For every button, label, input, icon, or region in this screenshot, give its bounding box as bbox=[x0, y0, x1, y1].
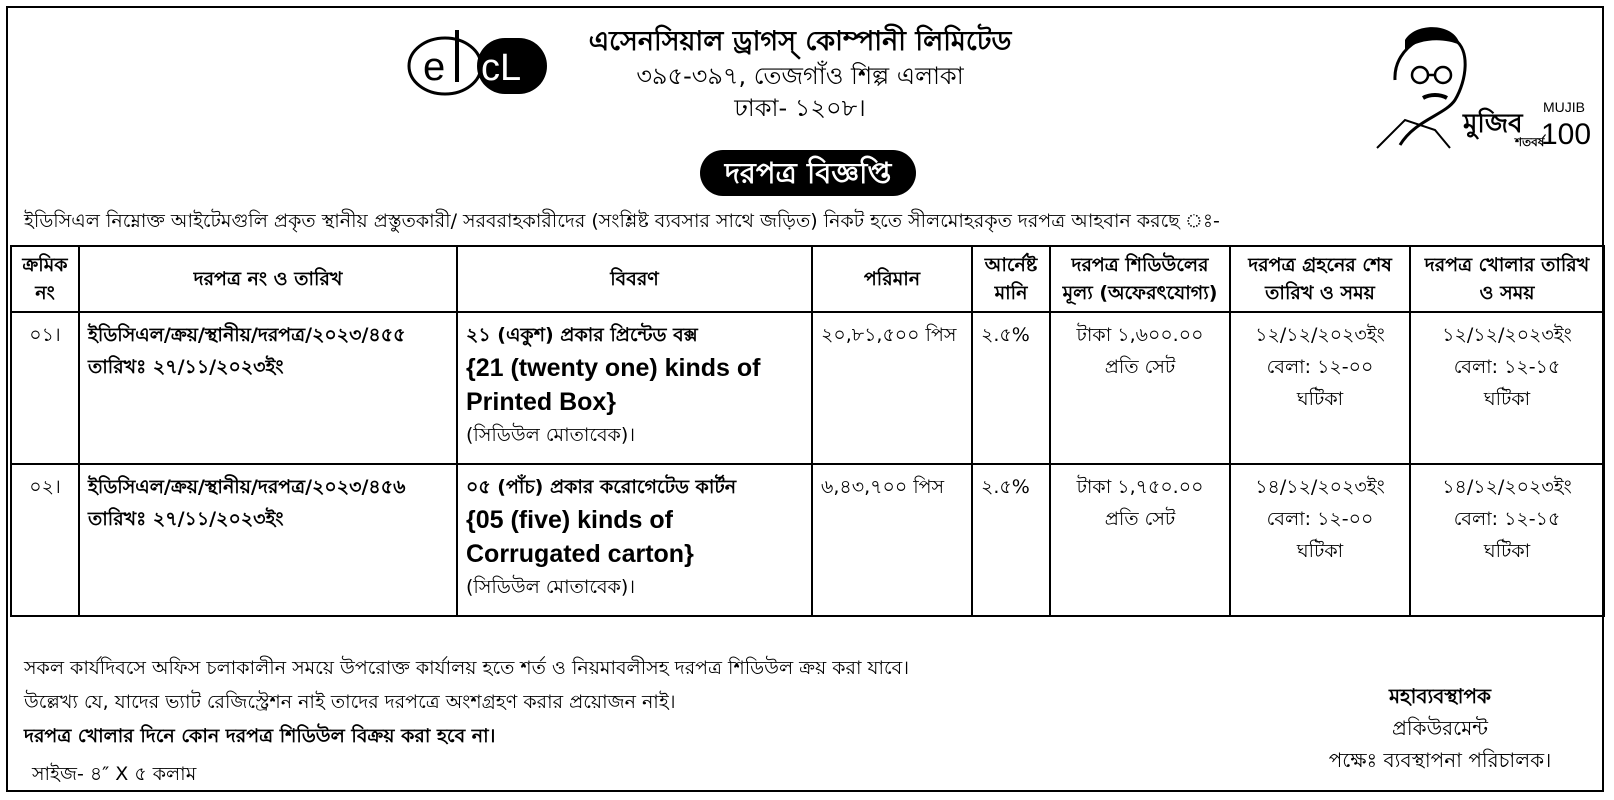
notice-title: দরপত্র বিজ্ঞপ্তি bbox=[700, 150, 916, 196]
description-bn: ০৫ (পাঁচ) প্রকার করোগেটেড কার্টন bbox=[466, 476, 737, 498]
row-deadline-cell bbox=[1230, 464, 1410, 616]
row-serial: ০১। bbox=[11, 312, 79, 464]
deadline-time: বেলা: ১২-০০ bbox=[1266, 356, 1374, 378]
address-line-1: ৩৯৫-৩৯৭, তেজগাঁও শিল্প এলাকা bbox=[636, 62, 964, 90]
deadline-time: বেলা: ১২-০০ bbox=[1266, 508, 1374, 530]
tender-table bbox=[10, 245, 1605, 617]
row-deadline-cell bbox=[1230, 312, 1410, 464]
signature-dept: প্রকিউরমেন্ট bbox=[1391, 716, 1489, 740]
row-opening-cell bbox=[1410, 312, 1604, 464]
row-price-cell bbox=[1050, 464, 1230, 616]
mujib-logo-en: MUJIB bbox=[1543, 99, 1585, 115]
mujib-logo-num: 100 bbox=[1541, 118, 1592, 151]
opening-unit: ঘটিকা bbox=[1483, 388, 1531, 410]
tender-number: ইডিসিএল/ক্রয়/স্থানীয়/দরপত্র/২০২৩/৪৫৬ bbox=[88, 476, 406, 498]
note-purchase: সকল কার্যদিবসে অফিস চলাকালীন সময়ে উপরোক্ত কার্যালয় হতে শর্ত ও নিয়মাবলীসহ দরপত্র শিডিউল ক্রয় করা যাবে। bbox=[24, 657, 910, 679]
mujib-logo-sub: শতবর্ষ bbox=[1515, 135, 1545, 149]
opening-date: ১৪/১২/২০২৩ইং bbox=[1442, 476, 1572, 498]
row-serial: ০২। bbox=[11, 464, 79, 616]
signature-title: মহাব্যবস্থাপক bbox=[1388, 684, 1492, 708]
company-name: এসেনসিয়াল ড্রাগস্ কোম্পানী লিমিটেড bbox=[588, 26, 1012, 57]
deadline-unit: ঘটিকা bbox=[1296, 540, 1344, 562]
opening-time: বেলা: ১২-১৫ bbox=[1453, 508, 1561, 530]
row-opening-cell bbox=[1410, 464, 1604, 616]
signature-on-behalf: পক্ষেঃ ব্যবস্থাপনা পরিচালক। bbox=[1328, 748, 1552, 772]
mujib-100-logo bbox=[1375, 20, 1592, 151]
header-deadline: দরপত্র গ্রহনের শেষ তারিখ ও সময় bbox=[1230, 246, 1410, 312]
signature-block bbox=[1290, 680, 1590, 776]
header-schedule-price: দরপত্র শিডিউলের মূল্য (অফেরৎযোগ্য) bbox=[1050, 246, 1230, 312]
row-tender-cell bbox=[79, 464, 457, 616]
description-note: (সিডিউল মোতাবেক)। bbox=[466, 576, 636, 598]
description-note: (সিডিউল মোতাবেক)। bbox=[466, 424, 636, 446]
table-row bbox=[11, 312, 1604, 464]
header-earnest: আর্নেষ্ট মানি bbox=[972, 246, 1050, 312]
table-header-row bbox=[11, 246, 1604, 312]
header-tender-no: দরপত্র নং ও তারিখ bbox=[79, 246, 457, 312]
notes-section bbox=[24, 654, 909, 756]
tender-number: ইডিসিএল/ক্রয়/স্থানীয়/দরপত্র/২০২৩/৪৫৫ bbox=[88, 324, 406, 346]
deadline-date: ১৪/১২/২০২৩ইং bbox=[1255, 476, 1385, 498]
schedule-price: টাকা ১,৬০০.০০ bbox=[1076, 324, 1204, 346]
company-header bbox=[580, 24, 1020, 124]
size-note: সাইজ- ৪″ X ৫ কলাম bbox=[32, 763, 197, 785]
intro-text: ইডিসিএল নিম্নোক্ত আইটেমগুলি প্রকৃত স্থানীয় প্রস্তুতকারী/ সরবরাহকারীদের (সংশ্লিষ্ট ব্যবসার সাথে জড়িত) নিকট হতে সীলমোহরকৃত দরপত্র আহবান করছে ঃ- bbox=[24, 210, 1220, 232]
row-tender-cell bbox=[79, 312, 457, 464]
row-description-cell bbox=[457, 312, 812, 464]
table-row bbox=[11, 464, 1604, 616]
deadline-date: ১২/১২/২০২৩ইং bbox=[1255, 324, 1385, 346]
header-opening: দরপত্র খোলার তারিখ ও সময় bbox=[1410, 246, 1604, 312]
note-vat: উল্লেখ্য যে, যাদের ভ্যাট রেজিস্ট্রেশন নাই তাদের দরপত্রে অংশগ্রহণ করার প্রয়োজন নাই। bbox=[24, 691, 676, 713]
address-line-2: ঢাকা- ১২০৮। bbox=[734, 94, 866, 122]
header-description: বিবরণ bbox=[457, 246, 812, 312]
edcl-logo bbox=[405, 22, 550, 100]
note-no-sale: দরপত্র খোলার দিনে কোন দরপত্র শিডিউল বিক্রয় করা হবে না। bbox=[24, 725, 496, 747]
row-earnest: ২.৫% bbox=[972, 312, 1050, 464]
opening-unit: ঘটিকা bbox=[1483, 540, 1531, 562]
opening-time: বেলা: ১২-১৫ bbox=[1453, 356, 1561, 378]
tender-date: তারিখঃ ২৭/১১/২০২৩ইং bbox=[88, 508, 284, 530]
row-quantity: ৬,৪৩,৭০০ পিস bbox=[812, 464, 972, 616]
svg-text:cL: cL bbox=[481, 47, 522, 89]
schedule-price-unit: প্রতি সেট bbox=[1104, 356, 1176, 378]
row-price-cell bbox=[1050, 312, 1230, 464]
tender-date: তারিখঃ ২৭/১১/২০২৩ইং bbox=[88, 356, 284, 378]
description-en: {21 (twenty one) kinds of Printed Box} bbox=[466, 354, 761, 416]
schedule-price-unit: প্রতি সেট bbox=[1104, 508, 1176, 530]
deadline-unit: ঘটিকা bbox=[1296, 388, 1344, 410]
row-description-cell bbox=[457, 464, 812, 616]
header-quantity: পরিমান bbox=[812, 246, 972, 312]
opening-date: ১২/১২/২০২৩ইং bbox=[1442, 324, 1572, 346]
description-en: {05 (five) kinds of Corrugated carton} bbox=[466, 506, 694, 568]
header-serial: ক্রমিক নং bbox=[11, 246, 79, 312]
svg-text:e: e bbox=[423, 45, 446, 89]
schedule-price: টাকা ১,৭৫০.০০ bbox=[1076, 476, 1204, 498]
mujib-logo-bn: মুজিব bbox=[1463, 109, 1523, 139]
description-bn: ২১ (একুশ) প্রকার প্রিন্টেড বক্স bbox=[466, 324, 698, 346]
row-quantity: ২০,৮১,৫০০ পিস bbox=[812, 312, 972, 464]
row-earnest: ২.৫% bbox=[972, 464, 1050, 616]
